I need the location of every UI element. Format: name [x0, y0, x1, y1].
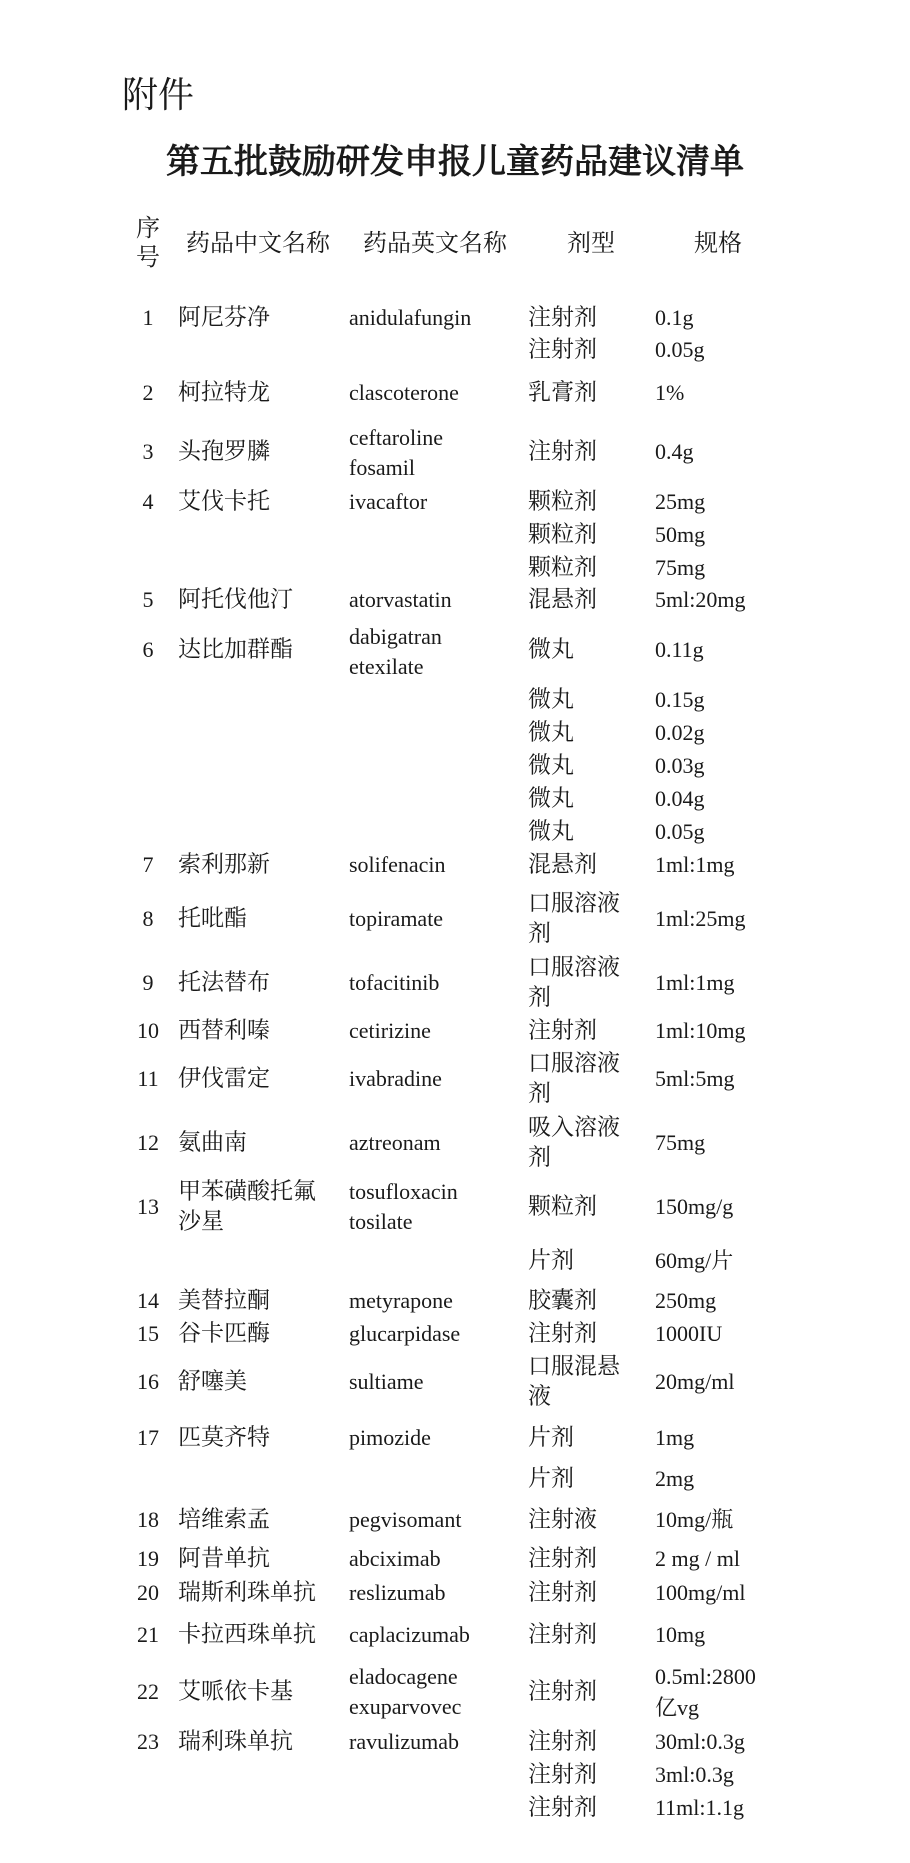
dosage-form: 胶囊剂	[528, 1287, 597, 1314]
en-name: anidulafungin	[349, 305, 472, 330]
header-no-line2: 号	[136, 243, 160, 271]
dosage-form: 注射液	[528, 1506, 597, 1533]
specification: 5ml:5mg	[655, 1066, 735, 1091]
header-en-name: 药品英文名称	[363, 229, 507, 257]
en-name: metyrapone	[349, 1288, 453, 1313]
specification: 0.02g	[655, 720, 705, 745]
en-name-line2: tosilate	[349, 1209, 413, 1234]
specification: 0.4g	[655, 439, 694, 464]
dosage-form: 注射剂	[528, 1761, 597, 1788]
cn-name: 头孢罗膦	[178, 438, 270, 465]
specification: 25mg	[655, 489, 706, 514]
row-number: 7	[142, 852, 154, 877]
specification: 5ml:20mg	[655, 587, 746, 612]
dosage-form: 混悬剂	[528, 851, 597, 878]
specification: 0.1g	[655, 305, 694, 330]
row-number: 18	[137, 1507, 159, 1532]
cn-name: 艾伐卡托	[178, 488, 270, 515]
row-number: 3	[142, 439, 154, 464]
row-number: 17	[137, 1425, 159, 1450]
specification: 75mg	[655, 555, 706, 580]
row-number: 16	[137, 1369, 159, 1394]
dosage-form: 注射剂	[528, 1545, 597, 1572]
dosage-form-line2: 剂	[528, 1080, 551, 1107]
cn-name: 托吡酯	[178, 905, 247, 932]
specification: 30ml:0.3g	[655, 1729, 745, 1754]
header-no-line1: 序	[136, 214, 160, 242]
row-number: 10	[137, 1018, 159, 1043]
dosage-form-line1: 口服溶液	[528, 1050, 620, 1077]
en-name: pimozide	[349, 1425, 431, 1450]
en-name: atorvastatin	[349, 587, 452, 612]
specification: 1ml:10mg	[655, 1018, 746, 1043]
en-name: topiramate	[349, 906, 444, 931]
en-name-line2: fosamil	[349, 455, 415, 480]
en-name-line1: dabigatran	[349, 624, 442, 649]
row-number: 15	[137, 1321, 159, 1346]
en-name-line2: etexilate	[349, 654, 424, 679]
en-name: glucarpidase	[349, 1321, 461, 1346]
specification: 100mg/ml	[655, 1580, 746, 1605]
specification: 75mg	[655, 1130, 706, 1155]
en-name: reslizumab	[349, 1580, 446, 1605]
dosage-form: 微丸	[528, 686, 574, 713]
dosage-form-line1: 口服混悬	[528, 1353, 620, 1380]
dosage-form-line1: 吸入溶液	[528, 1114, 620, 1141]
cn-name: 阿昔单抗	[178, 1545, 270, 1572]
cn-name: 美替拉酮	[178, 1287, 270, 1314]
specification: 1000IU	[655, 1321, 723, 1346]
en-name: ivacaftor	[349, 489, 428, 514]
dosage-form: 微丸	[528, 785, 574, 812]
specification: 11ml:1.1g	[655, 1795, 745, 1820]
dosage-form: 颗粒剂	[528, 488, 597, 515]
dosage-form: 注射剂	[528, 304, 597, 331]
dosage-form: 颗粒剂	[528, 1193, 597, 1220]
row-number: 22	[137, 1679, 159, 1704]
cn-name: 卡拉西珠单抗	[178, 1621, 316, 1648]
dosage-form: 乳膏剂	[528, 379, 597, 406]
specification: 20mg/ml	[655, 1369, 735, 1394]
dosage-form: 微丸	[528, 719, 574, 746]
en-name-line1: eladocagene	[349, 1664, 458, 1689]
dosage-form: 颗粒剂	[528, 554, 597, 581]
dosage-form: 注射剂	[528, 1320, 597, 1347]
header-cn-name: 药品中文名称	[186, 229, 330, 257]
dosage-form: 注射剂	[528, 1678, 597, 1705]
dosage-form-line2: 剂	[528, 984, 551, 1011]
specification: 10mg	[655, 1622, 706, 1647]
row-number: 14	[137, 1288, 159, 1313]
specification: 3ml:0.3g	[655, 1762, 734, 1787]
specification: 0.05g	[655, 337, 705, 362]
specification: 1ml:1mg	[655, 852, 735, 877]
dosage-form: 微丸	[528, 752, 574, 779]
row-number: 23	[137, 1729, 159, 1754]
cn-name: 舒噻美	[178, 1368, 247, 1395]
specification: 0.04g	[655, 786, 705, 811]
row-number: 9	[142, 970, 154, 995]
row-number: 21	[137, 1622, 159, 1647]
en-name: abciximab	[349, 1546, 441, 1571]
specification-line2: 亿vg	[655, 1695, 700, 1720]
cn-name: 伊伐雷定	[178, 1065, 270, 1092]
specification: 50mg	[655, 522, 706, 547]
specification: 250mg	[655, 1288, 717, 1313]
cn-name: 匹莫齐特	[178, 1424, 270, 1451]
en-name-line1: tosufloxacin	[349, 1179, 458, 1204]
dosage-form: 注射剂	[528, 1017, 597, 1044]
dosage-form-line1: 口服溶液	[528, 890, 620, 917]
dosage-form: 微丸	[528, 636, 574, 663]
row-number: 8	[142, 906, 154, 931]
dosage-form-line2: 液	[528, 1383, 551, 1410]
cn-name: 氨曲南	[178, 1129, 247, 1156]
en-name: cetirizine	[349, 1018, 431, 1043]
specification: 0.03g	[655, 753, 705, 778]
cn-name: 索利那新	[178, 851, 270, 878]
cn-name: 达比加群酯	[178, 636, 293, 663]
cn-name: 培维索孟	[178, 1506, 270, 1533]
en-name-line1: ceftaroline	[349, 425, 444, 450]
cn-name: 阿托伐他汀	[178, 586, 293, 613]
dosage-form: 注射剂	[528, 336, 597, 363]
dosage-form: 注射剂	[528, 1794, 597, 1821]
row-number: 13	[137, 1194, 159, 1219]
en-name: ravulizumab	[349, 1729, 459, 1754]
cn-name-line1: 甲苯磺酸托氟	[178, 1178, 316, 1205]
row-number: 4	[142, 489, 154, 514]
dosage-form-line2: 剂	[528, 920, 551, 947]
dosage-form: 片剂	[528, 1424, 574, 1451]
dosage-form: 混悬剂	[528, 586, 597, 613]
specification: 1ml:25mg	[655, 906, 746, 931]
dosage-form: 片剂	[528, 1247, 574, 1274]
dosage-form: 颗粒剂	[528, 521, 597, 548]
specification: 60mg/片	[655, 1248, 734, 1273]
specification: 2mg	[655, 1466, 695, 1491]
specification: 2 mg / ml	[655, 1546, 740, 1571]
specification: 0.11g	[655, 637, 704, 662]
specification: 1mg	[655, 1425, 695, 1450]
row-number: 5	[142, 587, 154, 612]
header-spec: 规格	[694, 229, 742, 257]
en-name: aztreonam	[349, 1130, 441, 1155]
cn-name: 西替利嗪	[178, 1017, 270, 1044]
dosage-form: 微丸	[528, 818, 574, 845]
header-form: 剂型	[567, 229, 615, 257]
row-number: 12	[137, 1130, 159, 1155]
page-title: 第五批鼓励研发申报儿童药品建议清单	[166, 142, 744, 182]
cn-name: 阿尼芬净	[178, 304, 270, 331]
en-name: tofacitinib	[349, 970, 440, 995]
specification: 1%	[655, 380, 685, 405]
en-name: solifenacin	[349, 852, 446, 877]
dosage-form: 注射剂	[528, 1621, 597, 1648]
specification: 0.05g	[655, 819, 705, 844]
dosage-form: 注射剂	[528, 1728, 597, 1755]
row-number: 2	[142, 380, 154, 405]
en-name-line2: exuparvovec	[349, 1694, 462, 1719]
row-number: 20	[137, 1580, 159, 1605]
cn-name: 瑞利珠单抗	[178, 1728, 293, 1755]
attachment-label: 附件	[122, 75, 195, 116]
specification: 150mg/g	[655, 1194, 734, 1219]
en-name: clascoterone	[349, 380, 459, 405]
en-name: pegvisomant	[349, 1507, 462, 1532]
dosage-form-line2: 剂	[528, 1144, 551, 1171]
cn-name: 瑞斯利珠单抗	[178, 1579, 316, 1606]
en-name: ivabradine	[349, 1066, 442, 1091]
row-number: 11	[137, 1066, 159, 1091]
row-number: 6	[142, 637, 154, 662]
en-name: caplacizumab	[349, 1622, 470, 1647]
row-number: 19	[137, 1546, 159, 1571]
specification: 0.15g	[655, 687, 705, 712]
en-name: sultiame	[349, 1369, 424, 1394]
specification: 10mg/瓶	[655, 1507, 734, 1532]
row-number: 1	[142, 305, 154, 330]
specification-line1: 0.5ml:2800	[655, 1664, 756, 1689]
cn-name: 谷卡匹酶	[178, 1320, 270, 1347]
cn-name: 托法替布	[178, 969, 270, 996]
dosage-form: 注射剂	[528, 1579, 597, 1606]
dosage-form-line1: 口服溶液	[528, 954, 620, 981]
dosage-form: 注射剂	[528, 438, 597, 465]
cn-name: 柯拉特龙	[178, 379, 270, 406]
cn-name: 艾哌依卡基	[178, 1678, 293, 1705]
dosage-form: 片剂	[528, 1465, 574, 1492]
specification: 1ml:1mg	[655, 970, 735, 995]
cn-name-line2: 沙星	[178, 1208, 224, 1235]
